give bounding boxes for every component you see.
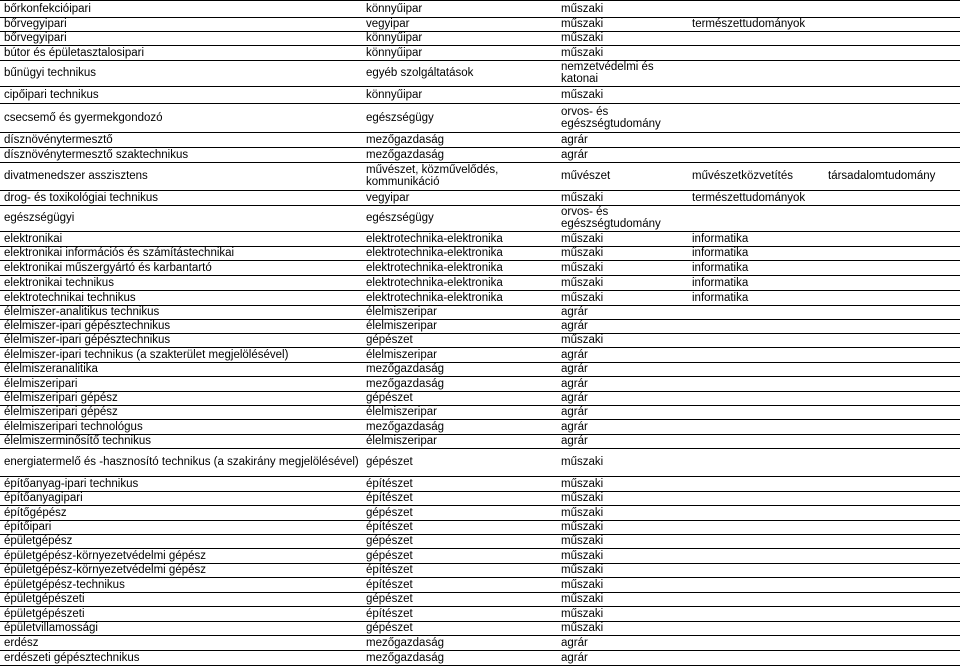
cell-c2: mezőgazdaság — [366, 377, 444, 390]
cell-c1: épületgépész — [4, 535, 73, 547]
cell-c2: élelmiszeripar — [366, 320, 437, 332]
table-row — [0, 476, 960, 492]
cell-c3: műszaki — [561, 88, 604, 101]
table-row — [0, 205, 960, 232]
table-row — [0, 319, 960, 334]
cell-c2: könnyűipar — [366, 46, 423, 59]
cell-c5 — [828, 17, 960, 31]
cell-c2: gépészet — [366, 622, 413, 634]
cell-c5 — [828, 86, 960, 103]
cell-c3: műszaki — [561, 32, 604, 44]
cell-c4 — [692, 333, 832, 347]
cell-c4 — [692, 31, 832, 45]
table-row — [0, 347, 960, 363]
cell-c3: műszaki — [561, 549, 604, 562]
cell-c5 — [828, 290, 960, 305]
cell-c3: műszaki — [561, 334, 604, 346]
cell-c4: informatika — [692, 276, 749, 289]
cell-c4 — [692, 347, 832, 362]
cell-c5 — [828, 391, 960, 405]
cell-c2: gépészet — [366, 334, 413, 346]
cell-c3: agrár — [561, 348, 588, 361]
cell-c4 — [692, 1, 832, 17]
cell-c1: épületgépész-technikus — [4, 578, 125, 591]
cell-c5 — [828, 505, 960, 520]
cell-c2: építészet — [366, 607, 413, 620]
cell-c4 — [692, 476, 832, 491]
cell-c2: élelmiszeripar — [366, 348, 437, 361]
cell-c2: elektrotechnika-elektronika — [366, 232, 503, 245]
cell-c5 — [828, 376, 960, 391]
cell-c2: mezőgazdaság — [366, 148, 444, 161]
table-row — [0, 290, 960, 306]
cell-c5 — [828, 147, 960, 162]
cell-c1: erdészeti gépésztechnikus — [4, 651, 140, 664]
table-row — [0, 419, 960, 435]
table-row — [0, 231, 960, 247]
cell-c2: vegyipar — [366, 18, 410, 30]
cell-c4 — [692, 606, 832, 621]
table-row — [0, 147, 960, 163]
table-row — [0, 491, 960, 506]
cell-c2: gépészet — [366, 392, 413, 404]
cell-c1: drog- és toxikológiai technikus — [4, 191, 159, 204]
cell-c4: természettudományok — [692, 18, 806, 30]
cell-c4 — [692, 45, 832, 60]
cell-c1: energiatermelő és -hasznosító technikus (a szakirány megjelölésével) — [4, 456, 359, 468]
cell-c2: gépészet — [366, 535, 413, 547]
cell-c2: élelmiszeripar — [366, 406, 437, 418]
cell-c1: cipőipari technikus — [4, 88, 99, 101]
cell-c1: épületgépészeti — [4, 607, 85, 620]
cell-c3: műszaki — [561, 276, 604, 289]
cell-c1: élelmiszer-ipari gépésztechnikus — [4, 334, 171, 346]
table-row — [0, 621, 960, 636]
cell-c4 — [692, 505, 832, 520]
cell-c3: agrár — [561, 651, 588, 664]
cell-c4 — [692, 520, 832, 534]
cell-c5 — [828, 347, 960, 362]
cell-c4 — [692, 86, 832, 103]
cell-c4 — [692, 319, 832, 333]
cell-c3: agrár — [561, 420, 588, 433]
cell-c4 — [692, 621, 832, 635]
cell-c3: orvos- és egészségtudomány — [561, 206, 661, 230]
cell-c2: elektrotechnika-elektronika — [366, 247, 503, 259]
cell-c3: orvos- és egészségtudomány — [561, 105, 661, 130]
cell-c5 — [828, 231, 960, 246]
cell-c1: élelmiszeripari technológus — [4, 420, 143, 433]
cell-c2: mezőgazdaság — [366, 420, 444, 433]
cell-c1: bútor és épületasztalosipari — [4, 46, 144, 59]
cell-c3: műszaki — [561, 564, 604, 576]
cell-c5 — [828, 275, 960, 290]
cell-c2: építészet — [366, 564, 413, 576]
cell-c5: társadalomtudomány — [828, 170, 936, 182]
cell-c5 — [828, 1, 960, 17]
cell-c2: elektrotechnika-elektronika — [366, 291, 503, 304]
cell-c4 — [692, 448, 832, 476]
table-row — [0, 162, 960, 191]
table-row — [0, 275, 960, 291]
cell-c3: agrár — [561, 133, 588, 146]
cell-c3: agrár — [561, 636, 588, 649]
cell-c4 — [692, 362, 832, 376]
cell-c5 — [828, 60, 960, 86]
table-row — [0, 448, 960, 477]
cell-c2: gépészet — [366, 456, 413, 468]
cell-c4 — [692, 405, 832, 419]
cell-c3: agrár — [561, 306, 588, 318]
cell-c3: agrár — [561, 435, 588, 447]
cell-c4: informatika — [692, 247, 749, 259]
table-row — [0, 362, 960, 377]
cell-c3: műszaki — [561, 456, 604, 468]
cell-c3: műszaki — [561, 506, 604, 519]
cell-c3: műszaki — [561, 578, 604, 591]
cell-c1: divatmenedszer asszisztens — [4, 170, 148, 182]
cell-c4 — [692, 491, 832, 505]
cell-c3: agrár — [561, 363, 588, 375]
cell-c5 — [828, 476, 960, 491]
cell-c4 — [692, 132, 832, 147]
cell-c1: élelmiszer-analitikus technikus — [4, 306, 160, 318]
cell-c1: élelmiszeripari — [4, 377, 78, 390]
table-row — [0, 305, 960, 320]
cell-c2: elektrotechnika-elektronika — [366, 276, 503, 289]
cell-c4: természettudományok — [692, 191, 806, 204]
cell-c5 — [828, 419, 960, 434]
cell-c5 — [828, 635, 960, 650]
cell-c3: műszaki — [561, 607, 604, 620]
cell-c5 — [828, 563, 960, 577]
cell-c1: épületgépész-környezetvédelmi gépész — [4, 564, 207, 576]
cell-c1: csecsemő és gyermekgondozó — [4, 111, 163, 124]
cell-c3: nemzetvédelmi és katonai — [561, 61, 654, 85]
table-row — [0, 434, 960, 449]
cell-c2: élelmiszeripar — [366, 435, 437, 447]
cell-c4 — [692, 434, 832, 448]
cell-c2: művészet, közművelődés, kommunikáció — [366, 164, 499, 188]
cell-c4 — [692, 592, 832, 606]
cell-c1: élelmiszeripari gépész — [4, 392, 118, 404]
table-row — [0, 592, 960, 607]
cell-c5 — [828, 246, 960, 260]
cell-c3: agrár — [561, 406, 588, 418]
table-row — [0, 650, 960, 666]
cell-c5 — [828, 448, 960, 476]
cell-c4 — [692, 548, 832, 563]
cell-c4 — [692, 305, 832, 319]
cell-c1: épületgépész-környezetvédelmi gépész — [4, 549, 207, 562]
cell-c5 — [828, 592, 960, 606]
cell-c2: építészet — [366, 477, 413, 490]
cell-c3: agrár — [561, 377, 588, 390]
cell-c1: bőrvegyipari — [4, 18, 67, 30]
cell-c5 — [828, 45, 960, 60]
cell-c4 — [692, 650, 832, 665]
cell-c1: élelmiszerminősítő technikus — [4, 435, 152, 447]
cell-c2: elektrotechnika-elektronika — [366, 261, 503, 274]
cell-c1: dísznövénytermesztő — [4, 133, 113, 146]
cell-c5 — [828, 520, 960, 534]
cell-c4 — [692, 391, 832, 405]
cell-c1: dísznövénytermesztő szaktechnikus — [4, 148, 189, 161]
cell-c3: művészet — [561, 170, 611, 182]
cell-c1: bőrvegyipari — [4, 32, 67, 44]
table-row — [0, 534, 960, 549]
cell-c4 — [692, 205, 832, 231]
cell-c5 — [828, 491, 960, 505]
cell-c2: vegyipar — [366, 191, 410, 204]
table-row — [0, 103, 960, 133]
cell-c2: építészet — [366, 521, 413, 533]
cell-c4 — [692, 376, 832, 391]
table-row — [0, 577, 960, 593]
cell-c5 — [828, 577, 960, 592]
cell-c3: műszaki — [561, 291, 604, 304]
cell-c5 — [828, 319, 960, 333]
table-row — [0, 333, 960, 348]
cell-c5 — [828, 621, 960, 635]
cell-c2: építészet — [366, 578, 413, 591]
cell-c1: élelmiszer-ipari technikus (a szakterület megjelölésével) — [4, 348, 289, 361]
table-row — [0, 86, 960, 104]
cell-c4 — [692, 419, 832, 434]
cell-c2: építészet — [366, 492, 413, 504]
cell-c4 — [692, 60, 832, 86]
cell-c5 — [828, 606, 960, 621]
cell-c4 — [692, 534, 832, 548]
cell-c1: erdész — [4, 636, 39, 649]
table-row — [0, 31, 960, 46]
table-row — [0, 376, 960, 392]
cell-c4 — [692, 147, 832, 162]
cell-c1: egészségügyi — [4, 212, 75, 224]
cell-c3: műszaki — [561, 593, 604, 605]
cell-c4: informatika — [692, 232, 749, 245]
cell-c1: építőanyag-ipari technikus — [4, 477, 139, 490]
cell-c5 — [828, 362, 960, 376]
cell-c2: könnyűipar — [366, 3, 423, 15]
cell-c1: élelmiszer-ipari gépésztechnikus — [4, 320, 171, 332]
cell-c3: agrár — [561, 148, 588, 161]
cell-c3: műszaki — [561, 261, 604, 274]
cell-c5 — [828, 405, 960, 419]
cell-c4: informatika — [692, 291, 749, 304]
cell-c3: műszaki — [561, 521, 604, 533]
table-row — [0, 391, 960, 406]
table-row — [0, 45, 960, 61]
cell-c1: építőanyagipari — [4, 492, 83, 504]
table-row — [0, 563, 960, 578]
cell-c1: elektronikai információs és számítástechnikai — [4, 247, 235, 259]
table-row — [0, 405, 960, 420]
cell-c2: mezőgazdaság — [366, 133, 444, 146]
table-row — [0, 635, 960, 651]
cell-c2: élelmiszeripar — [366, 306, 437, 318]
cell-c1: épületgépészeti — [4, 593, 85, 605]
cell-c3: műszaki — [561, 492, 604, 504]
cell-c2: gépészet — [366, 593, 413, 605]
cell-c1: elektronikai — [4, 232, 63, 245]
cell-c1: elektrotechnikai technikus — [4, 291, 136, 304]
cell-c1: elektronikai technikus — [4, 276, 114, 289]
table-row — [0, 190, 960, 206]
cell-c2: gépészet — [366, 549, 413, 562]
cell-c1: építőgépész — [4, 506, 67, 519]
table-row — [0, 0, 960, 18]
cell-c1: építőipari — [4, 521, 52, 533]
cell-c2: mezőgazdaság — [366, 363, 444, 375]
cell-c1: bűnügyi technikus — [4, 67, 97, 79]
cell-c3: agrár — [561, 320, 588, 332]
cell-c1: elektronikai műszergyártó és karbantartó — [4, 261, 212, 274]
table-row — [0, 606, 960, 622]
cell-c1: bőrkonfekcióipari — [4, 3, 91, 15]
cell-c5 — [828, 305, 960, 319]
cell-c1: épületvillamossági — [4, 622, 98, 634]
cell-c2: egyéb szolgáltatások — [366, 67, 474, 79]
table-row — [0, 246, 960, 261]
cell-c5 — [828, 434, 960, 448]
cell-c2: egészségügy — [366, 111, 434, 124]
cell-c3: agrár — [561, 392, 588, 404]
cell-c4: művészetközvetítés — [692, 170, 793, 182]
cell-c5 — [828, 132, 960, 147]
cell-c2: gépészet — [366, 506, 413, 519]
cell-c2: könnyűipar — [366, 88, 423, 101]
table-row — [0, 520, 960, 535]
cell-c1: élelmiszeranalitika — [4, 363, 98, 375]
cell-c5 — [828, 103, 960, 132]
cell-c4 — [692, 635, 832, 650]
cell-c1: élelmiszeripari gépész — [4, 406, 118, 418]
cell-c5 — [828, 190, 960, 205]
cell-c5 — [828, 31, 960, 45]
cell-c3: műszaki — [561, 18, 604, 30]
cell-c5 — [828, 333, 960, 347]
cell-c3: műszaki — [561, 3, 604, 15]
cell-c3: műszaki — [561, 247, 604, 259]
cell-c5 — [828, 650, 960, 665]
table-row — [0, 260, 960, 276]
cell-c5 — [828, 205, 960, 231]
cell-c4 — [692, 103, 832, 132]
cell-c5 — [828, 534, 960, 548]
cell-c3: műszaki — [561, 46, 604, 59]
cell-c2: egészségügy — [366, 212, 434, 224]
cell-c4: informatika — [692, 261, 749, 274]
cell-c3: műszaki — [561, 232, 604, 245]
cell-c3: műszaki — [561, 535, 604, 547]
cell-c3: műszaki — [561, 622, 604, 634]
cell-c5 — [828, 548, 960, 563]
table-row — [0, 60, 960, 87]
cell-c2: könnyűipar — [366, 32, 423, 44]
cell-c2: mezőgazdaság — [366, 651, 444, 664]
cell-c5 — [828, 260, 960, 275]
table-row — [0, 548, 960, 564]
table-row — [0, 17, 960, 32]
cell-c3: műszaki — [561, 191, 604, 204]
cell-c3: műszaki — [561, 477, 604, 490]
cell-c4 — [692, 577, 832, 592]
table-row — [0, 132, 960, 148]
table-row — [0, 505, 960, 521]
cell-c2: mezőgazdaság — [366, 636, 444, 649]
cell-c4 — [692, 563, 832, 577]
